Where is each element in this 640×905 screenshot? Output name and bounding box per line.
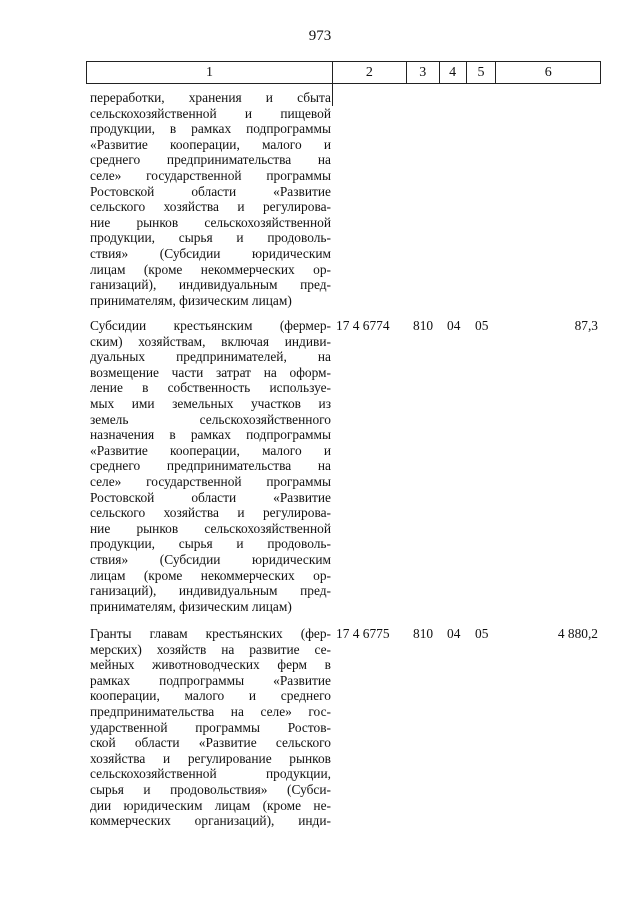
description-line: дуальных предпринимателей, на [90,349,331,365]
description-line: предпринимательства на селе» гос- [90,703,331,719]
description-line: селе» государственной программы [90,473,331,489]
subsection: 05 [475,626,489,641]
description-line: сельскохозяйственной продукции, [90,766,331,782]
description-line: продукции, сырья и продоволь- [90,230,331,246]
description-line: «Развитие кооперации, малого и [90,442,331,458]
expense-type: 810 [413,626,434,641]
description-line: ганизаций), индивидуальным пред- [90,583,331,599]
description-line: сельскохозяйственной и пищевой [90,105,331,121]
description-line: селе» государственной программы [90,167,331,183]
description-line: кооперации, малого и среднего [90,688,331,704]
description-line: хозяйства и регулирование рынков [90,750,331,766]
description-line: ние рынков сельскохозяйственной [90,520,331,536]
header-col-1: 1 [87,62,333,83]
description-line: сельского хозяйства и регулирова- [90,505,331,521]
description-line: возмещение части затрат на оформ- [90,364,331,380]
description-line: принимателям, физическим лицам) [90,598,292,614]
description-line: ление в собственность используе- [90,380,331,396]
description-line: «Развитие кооперации, малого и [90,136,331,152]
description-line: мейных животноводческих ферм в [90,657,331,673]
description-line: мерских) хозяйств на развитие се- [90,641,331,657]
description-line: Субсидии крестьянским (фермер- [90,318,331,333]
header-col-2: 2 [333,62,407,83]
target-code: 17 4 6775 [336,626,390,641]
description-line: переработки, хранения и сбыта [90,90,331,105]
description-line: ствия» (Субсидии юридическим [90,245,331,261]
description-line: назначения в рамках подпрограммы [90,427,331,443]
row-description [90,626,331,829]
target-code: 17 4 6774 [336,318,390,333]
page-number: 973 [308,28,332,44]
row-description [90,90,331,308]
description-line: продукции, в рамках подпрограммы [90,121,331,137]
description-line: дии юридическим лицам (кроме не- [90,797,331,813]
description-line: Ростовской области «Развитие [90,183,331,199]
section: 04 [447,318,461,333]
description-line: среднего предпринимательства на [90,152,331,168]
column-divider [332,84,333,106]
description-line: ским) хозяйствам, включая индиви- [90,333,331,349]
description-line: ганизаций), индивидуальным пред- [90,277,331,293]
description-line: принимателям, физическим лицам) [90,292,292,308]
header-col-3: 3 [407,62,440,83]
table-header [86,61,601,84]
amount: 4 880,2 [557,626,598,641]
description-line: среднего предпринимательства на [90,458,331,474]
description-line: сельского хозяйства и регулирова- [90,199,331,215]
description-line: ствия» (Субсидии юридическим [90,551,331,567]
description-line: Ростовской области «Развитие [90,489,331,505]
description-line: сырья и продовольствия» (Субси- [90,781,331,797]
amount: 87,3 [574,318,598,333]
subsection: 05 [475,318,489,333]
description-line: рамках подпрограммы «Развитие [90,672,331,688]
description-line: ние рынков сельскохозяйственной [90,214,331,230]
row-description [90,318,331,614]
description-line: ской области «Развитие сельского [90,735,331,751]
description-line: лицам (кроме некоммерческих ор- [90,567,331,583]
section: 04 [447,626,461,641]
description-line: земель сельскохозяйственного [90,411,331,427]
header-col-4: 4 [440,62,467,83]
header-col-5: 5 [467,62,497,83]
header-col-6: 6 [544,65,552,80]
description-line: продукции, сырья и продоволь- [90,536,331,552]
description-line: коммерческих организаций), инди- [90,813,331,829]
description-line: ударственной программы Ростов- [90,719,331,735]
description-line: лицам (кроме некоммерческих ор- [90,261,331,277]
description-line: Гранты главам крестьянских (фер- [90,626,331,641]
description-line: мых ими земельных участков из [90,395,331,411]
expense-type: 810 [413,318,434,333]
